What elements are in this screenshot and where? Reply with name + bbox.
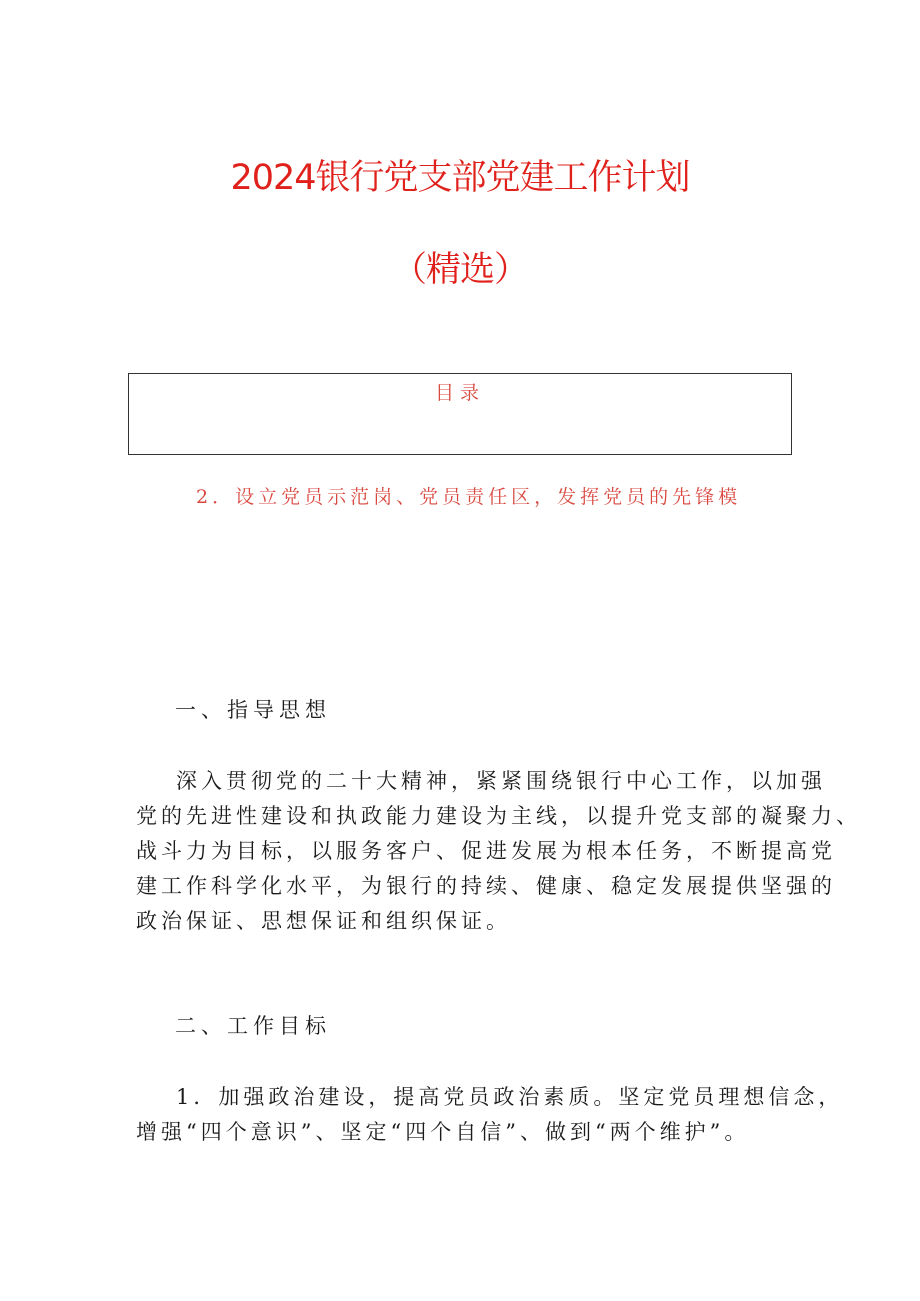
paragraph-line: 1．加强政治建设，提高党员政治素质。坚定党员理想信念，	[176, 1085, 844, 1109]
paragraph-line: 增强“四个意识”、坚定“四个自信”、做到“两个维护”。	[136, 1120, 750, 1144]
section-paragraph-guiding-ideology	[136, 764, 861, 939]
paragraph-line: 党的先进性建设和执政能力建设为主线，以提升党支部的凝聚力、	[136, 804, 861, 828]
section-paragraph-work-goals	[136, 1080, 844, 1150]
document-subtitle: （精选）	[391, 250, 528, 290]
paragraph-line: 深入贯彻党的二十大精神，紧紧围绕银行中心工作，以加强	[176, 769, 826, 793]
document-title: 2024银行党支部党建工作计划	[230, 158, 690, 198]
paragraph-line: 建工作科学化水平，为银行的持续、健康、稳定发展提供坚强的	[136, 874, 836, 898]
section-heading-work-goals: 二、工作目标	[175, 1014, 331, 1038]
toc-heading: 目录	[434, 382, 485, 404]
section-heading-guiding-ideology: 一、指导思想	[175, 698, 331, 722]
table-of-contents	[128, 373, 792, 455]
toc-entry-link[interactable]: 2．设立党员示范岗、党员责任区，发挥党员的先锋模	[196, 486, 742, 508]
paragraph-line: 政治保证、思想保证和组织保证。	[136, 909, 511, 933]
paragraph-line: 战斗力为目标，以服务客户、促进发展为根本任务，不断提高党	[136, 839, 836, 863]
